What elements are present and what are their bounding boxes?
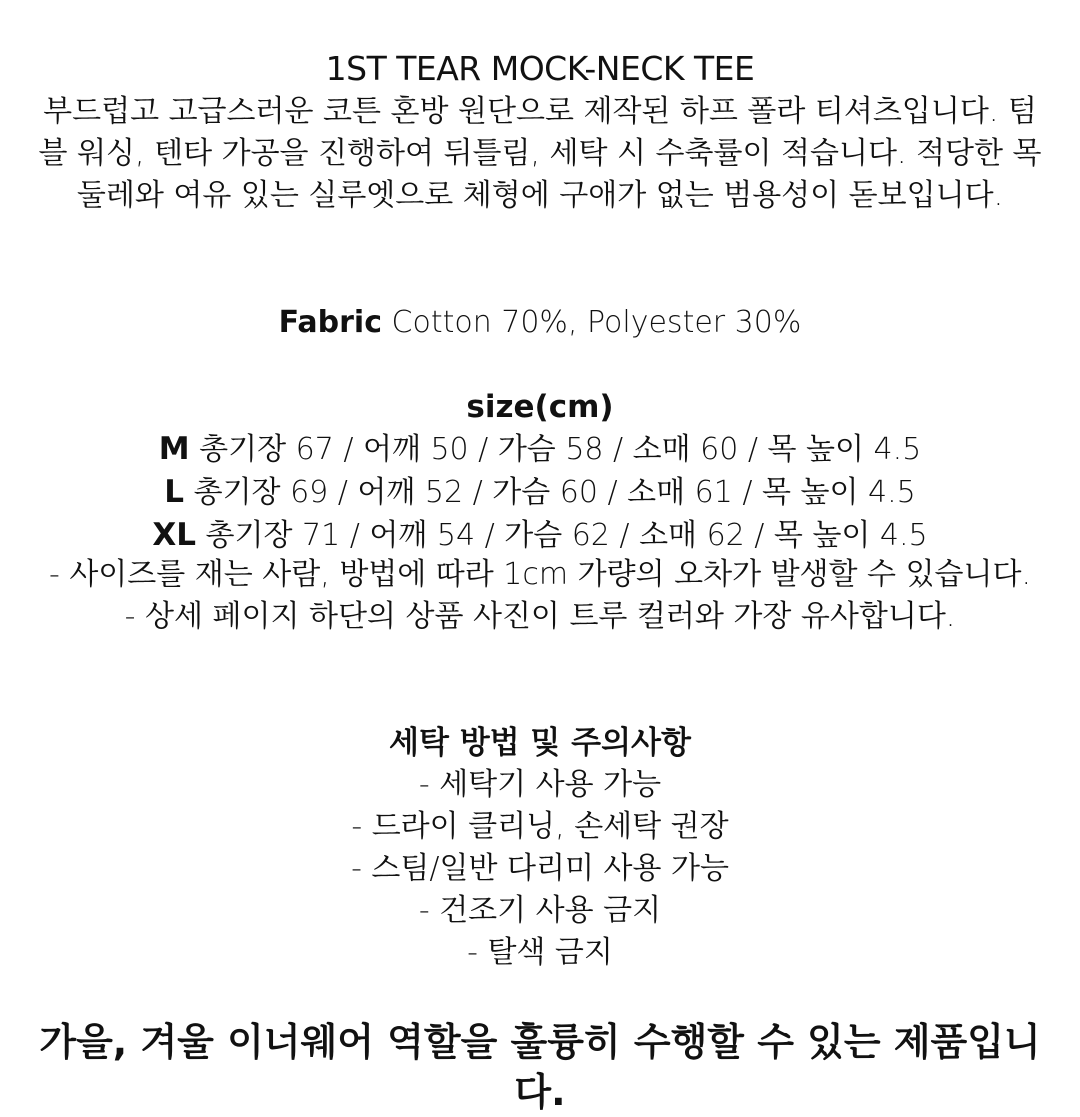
size-measurements: 총기장 67 / 어깨 50 / 가슴 58 / 소매 60 / 목 높이 4.5 (199, 432, 922, 467)
size-label: M (158, 431, 190, 467)
size-measurements: 총기장 71 / 어깨 54 / 가슴 62 / 소매 62 / 목 높이 4.5 (205, 518, 928, 553)
size-row-xl (0, 514, 1080, 557)
care-list (0, 764, 1080, 974)
fabric-value: Cotton 70%, Polyester 30% (391, 305, 802, 340)
fabric-label: Fabric (278, 305, 382, 340)
care-item: - 탈색 금지 (467, 935, 613, 970)
size-label: XL (152, 517, 196, 553)
size-notes (40, 554, 1040, 638)
size-table (0, 428, 1080, 557)
fabric-info (0, 302, 1080, 344)
size-label: L (164, 474, 185, 510)
size-note-measurement: - 사이즈를 재는 사람, 방법에 따라 1cm 가량의 오차가 발생할 수 있습니다. (48, 557, 1032, 592)
size-row-l (0, 471, 1080, 514)
product-description: 부드럽고 고급스러운 코튼 혼방 원단으로 제작된 하프 폴라 티셔츠입니다. 텀블 워싱, 텐타 가공을 진행하여 뒤틀림, 세탁 시 수축률이 적습니다. 적당한 목둘레와 여유 있는 실루엣으로 체형에 구애가 없는 범용성이 돋보입니다. (38, 94, 1042, 213)
size-section-title: size(cm) (466, 389, 614, 425)
care-item: - 세탁기 사용 가능 (418, 767, 662, 802)
care-item: - 건조기 사용 금지 (418, 893, 662, 928)
care-section-title: 세탁 방법 및 주의사항 (389, 725, 691, 761)
care-item: - 드라이 클리닝, 손세탁 권장 (351, 809, 729, 844)
size-note-color: - 상세 페이지 하단의 상품 사진이 트루 컬러와 가장 유사합니다. (124, 599, 956, 634)
size-row-m (0, 428, 1080, 471)
care-item: - 스팀/일반 다리미 사용 가능 (351, 851, 729, 886)
closing-statement: 가을, 겨울 이너웨어 역할을 훌륭히 수행할 수 있는 제품입니다. (39, 1020, 1041, 1114)
product-title: 1ST TEAR MOCK-NECK TEE (325, 49, 755, 88)
size-measurements: 총기장 69 / 어깨 52 / 가슴 60 / 소매 61 / 목 높이 4.5 (193, 475, 916, 510)
